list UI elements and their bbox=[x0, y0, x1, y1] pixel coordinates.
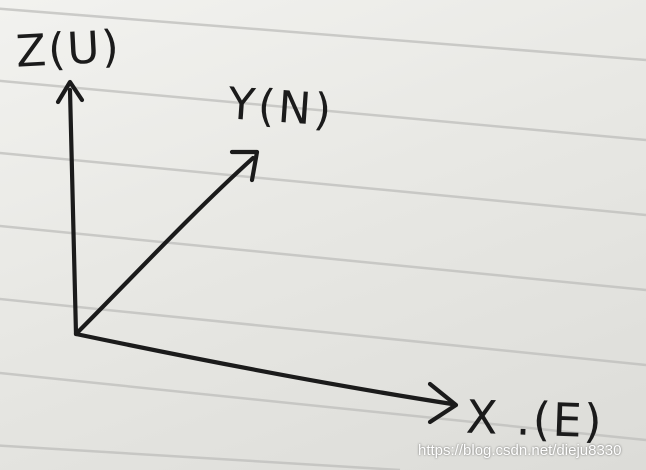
x-axis-line bbox=[76, 334, 452, 404]
z-axis-label: Z(U) bbox=[14, 21, 122, 78]
y-axis-label: Y(N) bbox=[226, 78, 336, 137]
watermark-text: https://blog.csdn.net/dieju8330 bbox=[418, 442, 622, 459]
rule-line bbox=[0, 298, 646, 365]
y-axis-line bbox=[76, 158, 253, 334]
rule-line bbox=[0, 445, 400, 470]
rule-line bbox=[0, 225, 646, 290]
z-axis-line bbox=[70, 90, 76, 334]
rule-line bbox=[0, 152, 646, 215]
x-axis-label: X .(E) bbox=[465, 389, 605, 449]
